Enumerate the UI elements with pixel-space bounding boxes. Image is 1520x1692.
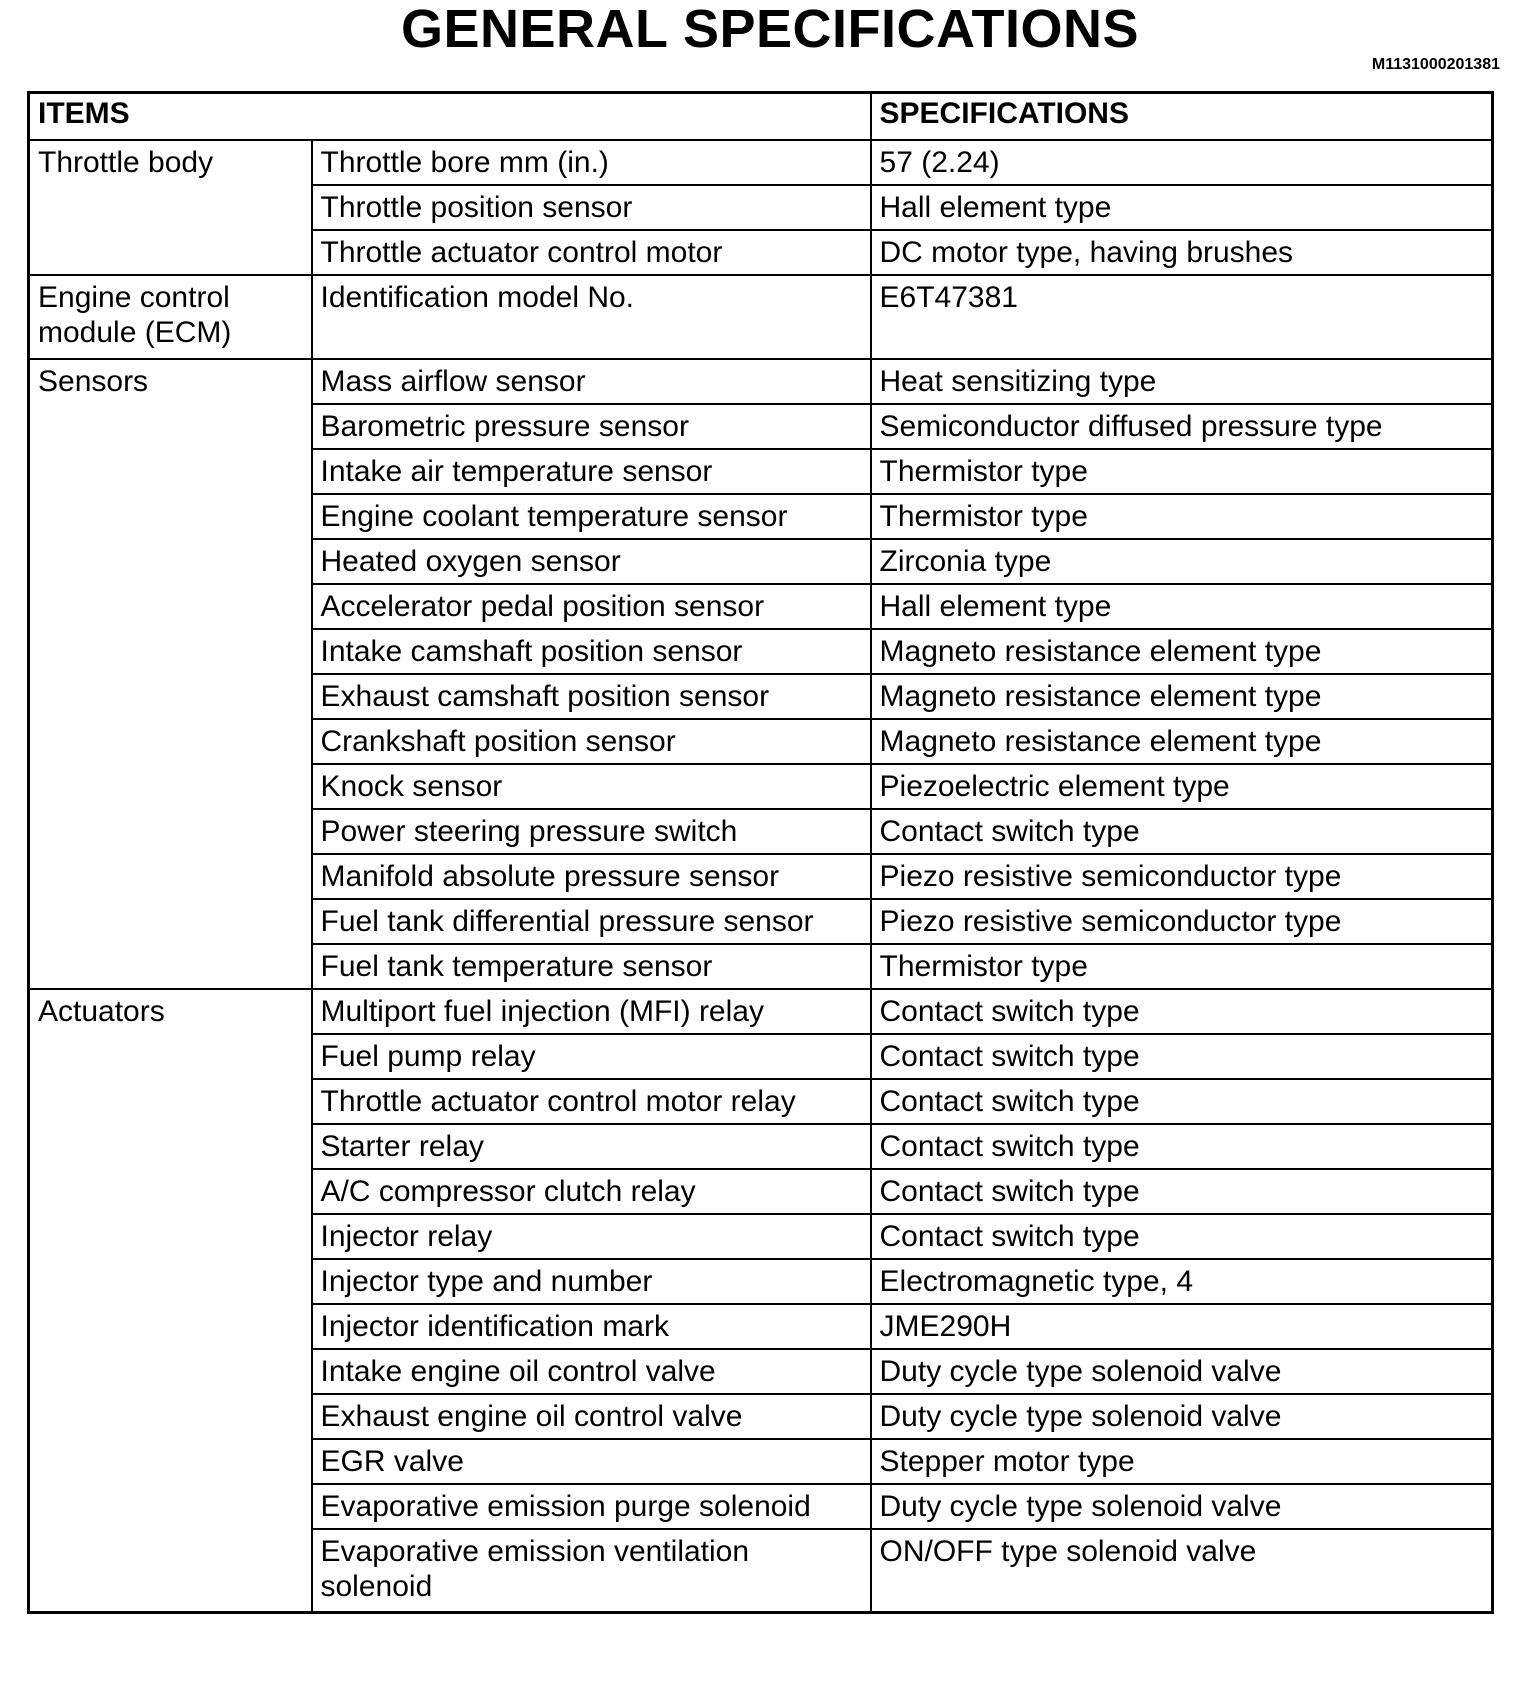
spec-cell: Thermistor type: [871, 944, 1493, 989]
spec-cell: Magneto resistance element type: [871, 629, 1493, 674]
spec-cell: Semiconductor diffused pressure type: [871, 404, 1493, 449]
item-cell: Injector identification mark: [312, 1304, 871, 1349]
spec-cell: JME290H: [871, 1304, 1493, 1349]
page-title: GENERAL SPECIFICATIONS: [400, 0, 1140, 59]
item-cell: Throttle actuator control motor: [312, 230, 871, 275]
spec-cell: Contact switch type: [871, 809, 1493, 854]
item-cell: Identification model No.: [312, 275, 871, 359]
item-cell: A/C compressor clutch relay: [312, 1169, 871, 1214]
spec-cell: Heat sensitizing type: [871, 359, 1493, 404]
table-row: [29, 989, 1493, 1034]
item-cell: Fuel pump relay: [312, 1034, 871, 1079]
category-cell: Sensors: [29, 359, 312, 989]
item-cell: Evaporative emission purge solenoid: [312, 1484, 871, 1529]
item-cell: Intake camshaft position sensor: [312, 629, 871, 674]
spec-cell: Thermistor type: [871, 449, 1493, 494]
item-cell: Throttle position sensor: [312, 185, 871, 230]
spec-cell: Electromagnetic type, 4: [871, 1259, 1493, 1304]
document-id: M1131000201381: [1371, 56, 1500, 73]
item-cell: Fuel tank differential pressure sensor: [312, 899, 871, 944]
table-body: [29, 140, 1493, 1613]
item-cell: Evaporative emission ventilation solenoid: [312, 1529, 871, 1613]
item-cell: Throttle actuator control motor relay: [312, 1079, 871, 1124]
item-cell: Crankshaft position sensor: [312, 719, 871, 764]
spec-cell: Magneto resistance element type: [871, 674, 1493, 719]
item-cell: Manifold absolute pressure sensor: [312, 854, 871, 899]
item-cell: Barometric pressure sensor: [312, 404, 871, 449]
item-cell: Knock sensor: [312, 764, 871, 809]
category-cell: Engine control module (ECM): [29, 275, 312, 359]
category-cell: Throttle body: [29, 140, 312, 275]
item-cell: Fuel tank temperature sensor: [312, 944, 871, 989]
spec-cell: Contact switch type: [871, 1214, 1493, 1259]
spec-cell: Contact switch type: [871, 1079, 1493, 1124]
spec-cell: Thermistor type: [871, 494, 1493, 539]
spec-cell: Piezoelectric element type: [871, 764, 1493, 809]
item-cell: Engine coolant temperature sensor: [312, 494, 871, 539]
spec-cell: Stepper motor type: [871, 1439, 1493, 1484]
spec-cell: Piezo resistive semiconductor type: [871, 899, 1493, 944]
item-cell: Injector type and number: [312, 1259, 871, 1304]
spec-cell: Hall element type: [871, 584, 1493, 629]
spec-cell: ON/OFF type solenoid valve: [871, 1529, 1493, 1613]
table-header-row: [29, 93, 1493, 140]
table-row: [29, 140, 1493, 185]
item-cell: Mass airflow sensor: [312, 359, 871, 404]
spec-cell: Contact switch type: [871, 989, 1493, 1034]
item-cell: Intake engine oil control valve: [312, 1349, 871, 1394]
item-cell: EGR valve: [312, 1439, 871, 1484]
item-cell: Heated oxygen sensor: [312, 539, 871, 584]
table-row: [29, 359, 1493, 404]
spec-cell: Duty cycle type solenoid valve: [871, 1349, 1493, 1394]
spec-cell: Contact switch type: [871, 1034, 1493, 1079]
spec-cell: Contact switch type: [871, 1169, 1493, 1214]
specifications-header: SPECIFICATIONS: [871, 93, 1493, 140]
spec-cell: DC motor type, having brushes: [871, 230, 1493, 275]
spec-cell: Piezo resistive semiconductor type: [871, 854, 1493, 899]
item-cell: Injector relay: [312, 1214, 871, 1259]
specifications-table: [27, 91, 1494, 1614]
items-header: ITEMS: [29, 93, 871, 140]
spec-cell: Contact switch type: [871, 1124, 1493, 1169]
item-cell: Accelerator pedal position sensor: [312, 584, 871, 629]
spec-cell: E6T47381: [871, 275, 1493, 359]
item-cell: Starter relay: [312, 1124, 871, 1169]
category-cell: Actuators: [29, 989, 312, 1613]
spec-cell: Zirconia type: [871, 539, 1493, 584]
spec-cell: Duty cycle type solenoid valve: [871, 1484, 1493, 1529]
spec-cell: Magneto resistance element type: [871, 719, 1493, 764]
table-row: [29, 275, 1493, 359]
spec-cell: Duty cycle type solenoid valve: [871, 1394, 1493, 1439]
item-cell: Intake air temperature sensor: [312, 449, 871, 494]
item-cell: Multiport fuel injection (MFI) relay: [312, 989, 871, 1034]
spec-cell: Hall element type: [871, 185, 1493, 230]
item-cell: Power steering pressure switch: [312, 809, 871, 854]
item-cell: Exhaust engine oil control valve: [312, 1394, 871, 1439]
item-cell: Throttle bore mm (in.): [312, 140, 871, 185]
item-cell: Exhaust camshaft position sensor: [312, 674, 871, 719]
spec-cell: 57 (2.24): [871, 140, 1493, 185]
